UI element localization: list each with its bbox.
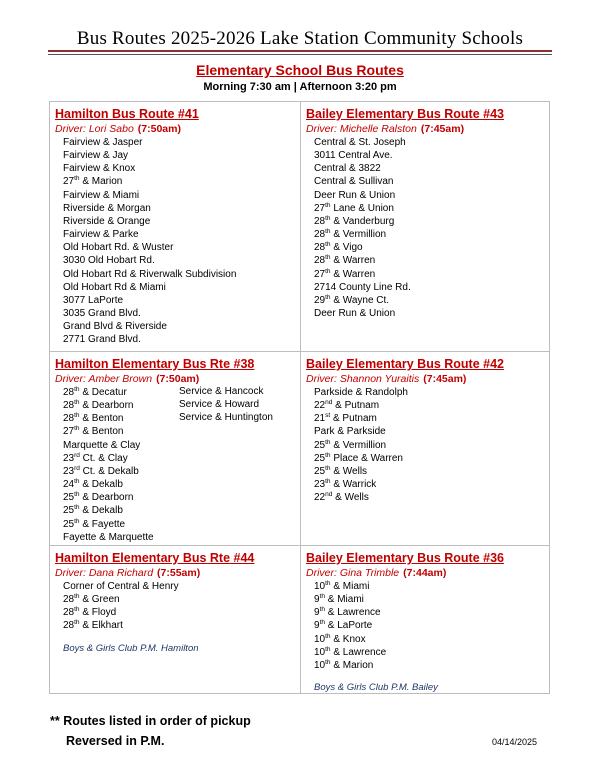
- stop-item: 22nd & Putnam: [314, 399, 380, 412]
- route-title: Bailey Elementary Bus Route #36: [306, 551, 504, 565]
- driver-name: Driver: Shannon Yuraitis: [306, 373, 420, 385]
- stop-item: Deer Run & Union: [314, 189, 396, 201]
- pm-note: Boys & Girls Club P.M. Hamilton: [63, 643, 199, 654]
- pickup-time: (7:44am): [403, 567, 447, 579]
- stop-item: 25th & Vermillion: [314, 438, 387, 451]
- footer-note: ** Routes listed in order of pickup: [50, 714, 251, 728]
- stop-item: Old Hobart Rd & Miami: [63, 281, 166, 293]
- route-title: Bailey Elementary Bus Route #43: [306, 107, 504, 121]
- stop-item: 28th & Floyd: [63, 606, 117, 619]
- driver-name: Driver: Gina Trimble: [306, 567, 400, 579]
- routes-table: [49, 101, 550, 694]
- stop-item: 24th & Dekalb: [63, 478, 123, 491]
- stop-item: 28th & Warren: [314, 254, 376, 267]
- pickup-time: (7:50am): [137, 123, 181, 135]
- stop-item: 2771 Grand Blvd.: [63, 334, 141, 346]
- stop-item: 25th Place & Warren: [314, 451, 403, 464]
- stop-item: Riverside & Morgan: [63, 202, 151, 214]
- route-cell: [50, 102, 300, 351]
- driver-name: Driver: Dana Richard: [55, 567, 154, 579]
- stop-list-secondary: [171, 385, 273, 424]
- route-cell: [50, 546, 300, 694]
- stop-list: [55, 580, 300, 633]
- stop-item: Deer Run & Union: [314, 308, 396, 320]
- stop-item: 3077 LaPorte: [63, 294, 124, 306]
- stop-item: Service & Howard: [179, 399, 260, 411]
- stop-item: 28th & Vigo: [314, 241, 363, 254]
- stop-list: [306, 580, 551, 672]
- stop-item: 3011 Central Ave.: [314, 150, 393, 162]
- stop-item: Parkside & Randolph: [314, 387, 408, 398]
- route-driver: [306, 123, 551, 136]
- stop-item: Fairview & Knox: [63, 163, 136, 175]
- stop-item: Corner of Central & Henry: [63, 581, 179, 592]
- stop-item: 22nd & Wells: [314, 491, 369, 504]
- stop-item: 21st & Putnam: [314, 412, 377, 425]
- stop-item: 23th & Warrick: [314, 478, 377, 491]
- stop-item: Marquette & Clay: [63, 439, 141, 451]
- stop-item: 28th & Vanderburg: [314, 214, 395, 227]
- stop-item: Fairview & Parke: [63, 229, 139, 241]
- pickup-time: (7:45am): [423, 373, 467, 385]
- stop-list: [306, 136, 551, 320]
- stop-item: 9th & LaPorte: [314, 619, 373, 632]
- route-cell: [301, 546, 551, 694]
- stop-item: 10th & Lawrence: [314, 645, 387, 658]
- route-driver: [306, 373, 551, 386]
- stop-item: 3035 Grand Blvd.: [63, 308, 141, 320]
- title-rule-thin: [48, 54, 552, 55]
- stop-item: 27th & Marion: [63, 175, 123, 188]
- stop-item: 10th & Knox: [314, 632, 366, 645]
- stop-item: Service & Hancock: [179, 386, 264, 397]
- stop-item: Service & Huntington: [179, 412, 273, 424]
- route-driver: [55, 567, 300, 580]
- stop-item: Park & Parkside: [314, 426, 386, 438]
- pickup-time: (7:45am): [420, 123, 465, 135]
- stop-item: Fairview & Miami: [63, 189, 140, 201]
- route-driver: [55, 123, 300, 136]
- route-title: Bailey Elementary Bus Route #42: [306, 357, 504, 371]
- stop-item: Grand Blvd & Riverside: [63, 321, 167, 333]
- stop-item: 28th & Green: [63, 593, 120, 606]
- footer-note-reversed: Reversed in P.M.: [66, 734, 165, 748]
- stop-item: 3030 Old Hobart Rd.: [63, 255, 155, 267]
- stop-item: 28th & Dearborn: [63, 399, 134, 412]
- stop-list: [55, 136, 300, 347]
- stop-item: Fairview & Jasper: [63, 137, 143, 148]
- revision-date: 04/14/2025: [492, 737, 538, 747]
- stop-item: 23rd Ct. & Clay: [63, 451, 128, 464]
- title-rule: [48, 50, 552, 52]
- driver-name: Driver: Amber Brown: [55, 373, 153, 385]
- stop-item: Central & Sullivan: [314, 176, 394, 188]
- stop-item: 27th & Warren: [314, 267, 376, 280]
- stop-list: [306, 386, 551, 504]
- stop-item: 27th & Benton: [63, 425, 124, 438]
- route-title: Hamilton Elementary Bus Rte #38: [55, 357, 255, 371]
- stop-item: 9th & Miami: [314, 593, 364, 606]
- stop-item: 28th & Elkhart: [63, 619, 123, 632]
- route-title: Hamilton Bus Route #41: [55, 107, 199, 121]
- route-cell: [301, 102, 551, 351]
- stop-item: 27th Lane & Union: [314, 201, 394, 214]
- stop-item: 28th & Benton: [63, 412, 124, 425]
- stop-item: Central & St. Joseph: [314, 137, 406, 148]
- stop-item: 25th & Fayette: [63, 517, 126, 530]
- stop-item: 28th & Decatur: [63, 386, 127, 398]
- stop-item: Fairview & Jay: [63, 150, 129, 162]
- stop-item: 10th & Miami: [314, 580, 370, 592]
- pickup-time: (7:55am): [157, 567, 201, 579]
- route-driver: [306, 567, 551, 580]
- stop-item: Old Hobart Rd. & Wuster: [63, 242, 174, 254]
- stop-item: 2714 County Line Rd.: [314, 281, 411, 293]
- route-cell: [301, 352, 551, 545]
- driver-name: Driver: Michelle Ralston: [306, 123, 417, 135]
- stop-item: 29th & Wayne Ct.: [314, 293, 390, 306]
- stop-item: 28th & Vermillion: [314, 228, 387, 241]
- stop-item: Central & 3822: [314, 163, 381, 175]
- stop-item: 25th & Wells: [314, 464, 368, 477]
- stop-item: Riverside & Orange: [63, 215, 151, 227]
- pm-note: Boys & Girls Club P.M. Bailey: [314, 682, 438, 693]
- stop-item: 25th & Dearborn: [63, 491, 134, 504]
- stop-item: Fayette & Marquette: [63, 531, 154, 543]
- route-cell: [50, 352, 300, 545]
- page-title: Bus Routes 2025-2026 Lake Station Community Schools: [76, 28, 524, 49]
- stop-item: Old Hobart Rd & Riverwalk Subdivision: [63, 268, 237, 280]
- driver-name: Driver: Lori Sabo: [55, 123, 134, 135]
- route-title: Hamilton Elementary Bus Rte #44: [55, 551, 255, 565]
- section-subtitle: Elementary School Bus Routes: [196, 62, 404, 78]
- pickup-time: (7:50am): [156, 373, 200, 385]
- stop-item: 10th & Marion: [314, 658, 374, 671]
- stop-item: 23rd Ct. & Dekalb: [63, 464, 139, 477]
- school-times: Morning 7:30 am | Afternoon 3:20 pm: [203, 81, 397, 93]
- stop-item: 25th & Dekalb: [63, 504, 123, 517]
- stop-item: 9th & Lawrence: [314, 606, 381, 619]
